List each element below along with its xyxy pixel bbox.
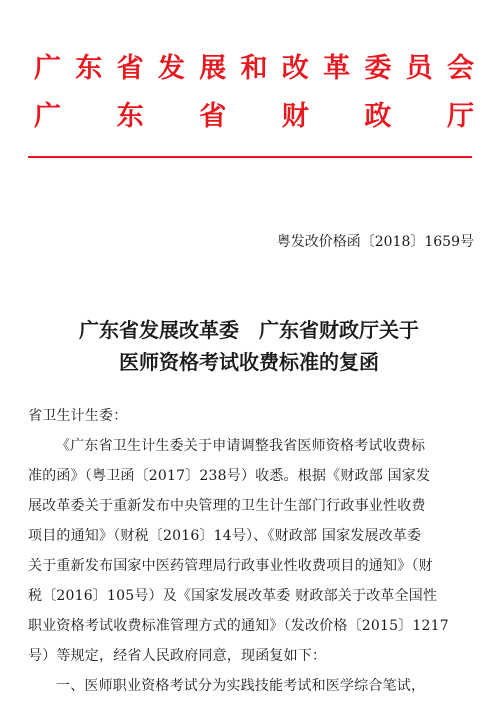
header-char: 厅 [446, 101, 474, 132]
header-char: 会 [446, 53, 474, 84]
header-char: 省 [199, 101, 227, 132]
red-divider-rule [28, 156, 472, 158]
body-line: 展改革委关于重新发布中央管理的卫生计生部门行政事业性收费 [28, 498, 426, 514]
document-number: 粤发改价格函〔2018〕1659号 [276, 234, 474, 250]
body-line: 关于重新发布国家中医药管理局行政事业性收费项目的通知》（财 [28, 558, 433, 574]
header-char: 广 [34, 101, 61, 132]
header-char: 政 [364, 101, 392, 132]
header-char: 改 [281, 53, 309, 84]
body-line: 号）等规定，经省人民政府同意，现函复如下： [28, 648, 327, 664]
body-line: 税〔2016〕105号）及《国家发展改革委 财政部关于改革全国性 [28, 588, 438, 604]
header-char: 财 [281, 101, 309, 132]
issuer-header-line-2 [34, 100, 474, 134]
body-line: 项目的通知》（财税〔2016〕14号）、《财政部 国家发展改革委 [28, 528, 422, 544]
header-char: 委 [364, 53, 392, 84]
header-char: 展 [199, 53, 227, 84]
body-line: 职业资格考试收费标准管理方式的通知》（发改价格〔2015〕1217 [28, 618, 449, 634]
header-char: 和 [240, 53, 268, 84]
header-char: 省 [116, 53, 144, 84]
body-line: 准的函》（粤卫函〔2017〕238号）收悉。根据《财政部 国家发 [28, 468, 431, 484]
document-title-line-1: 广东省发展改革委 广东省财政厅关于 [79, 318, 419, 342]
header-char: 员 [405, 53, 433, 84]
body-line: 《广东省卫生计生委关于申请调整我省医师资格考试收费标 [56, 438, 426, 454]
issuer-header-line-1 [34, 52, 474, 86]
header-char: 革 [323, 53, 351, 84]
header-char: 东 [116, 101, 144, 132]
salutation: 省卫生计生委： [28, 408, 128, 424]
header-char: 发 [157, 53, 185, 84]
header-char: 东 [75, 53, 103, 84]
header-char: 广 [34, 53, 61, 84]
body-line: 一、医师职业资格考试分为实践技能考试和医学综合笔试， [56, 678, 426, 694]
document-title-line-2: 医师资格考试收费标准的复函 [119, 350, 379, 374]
